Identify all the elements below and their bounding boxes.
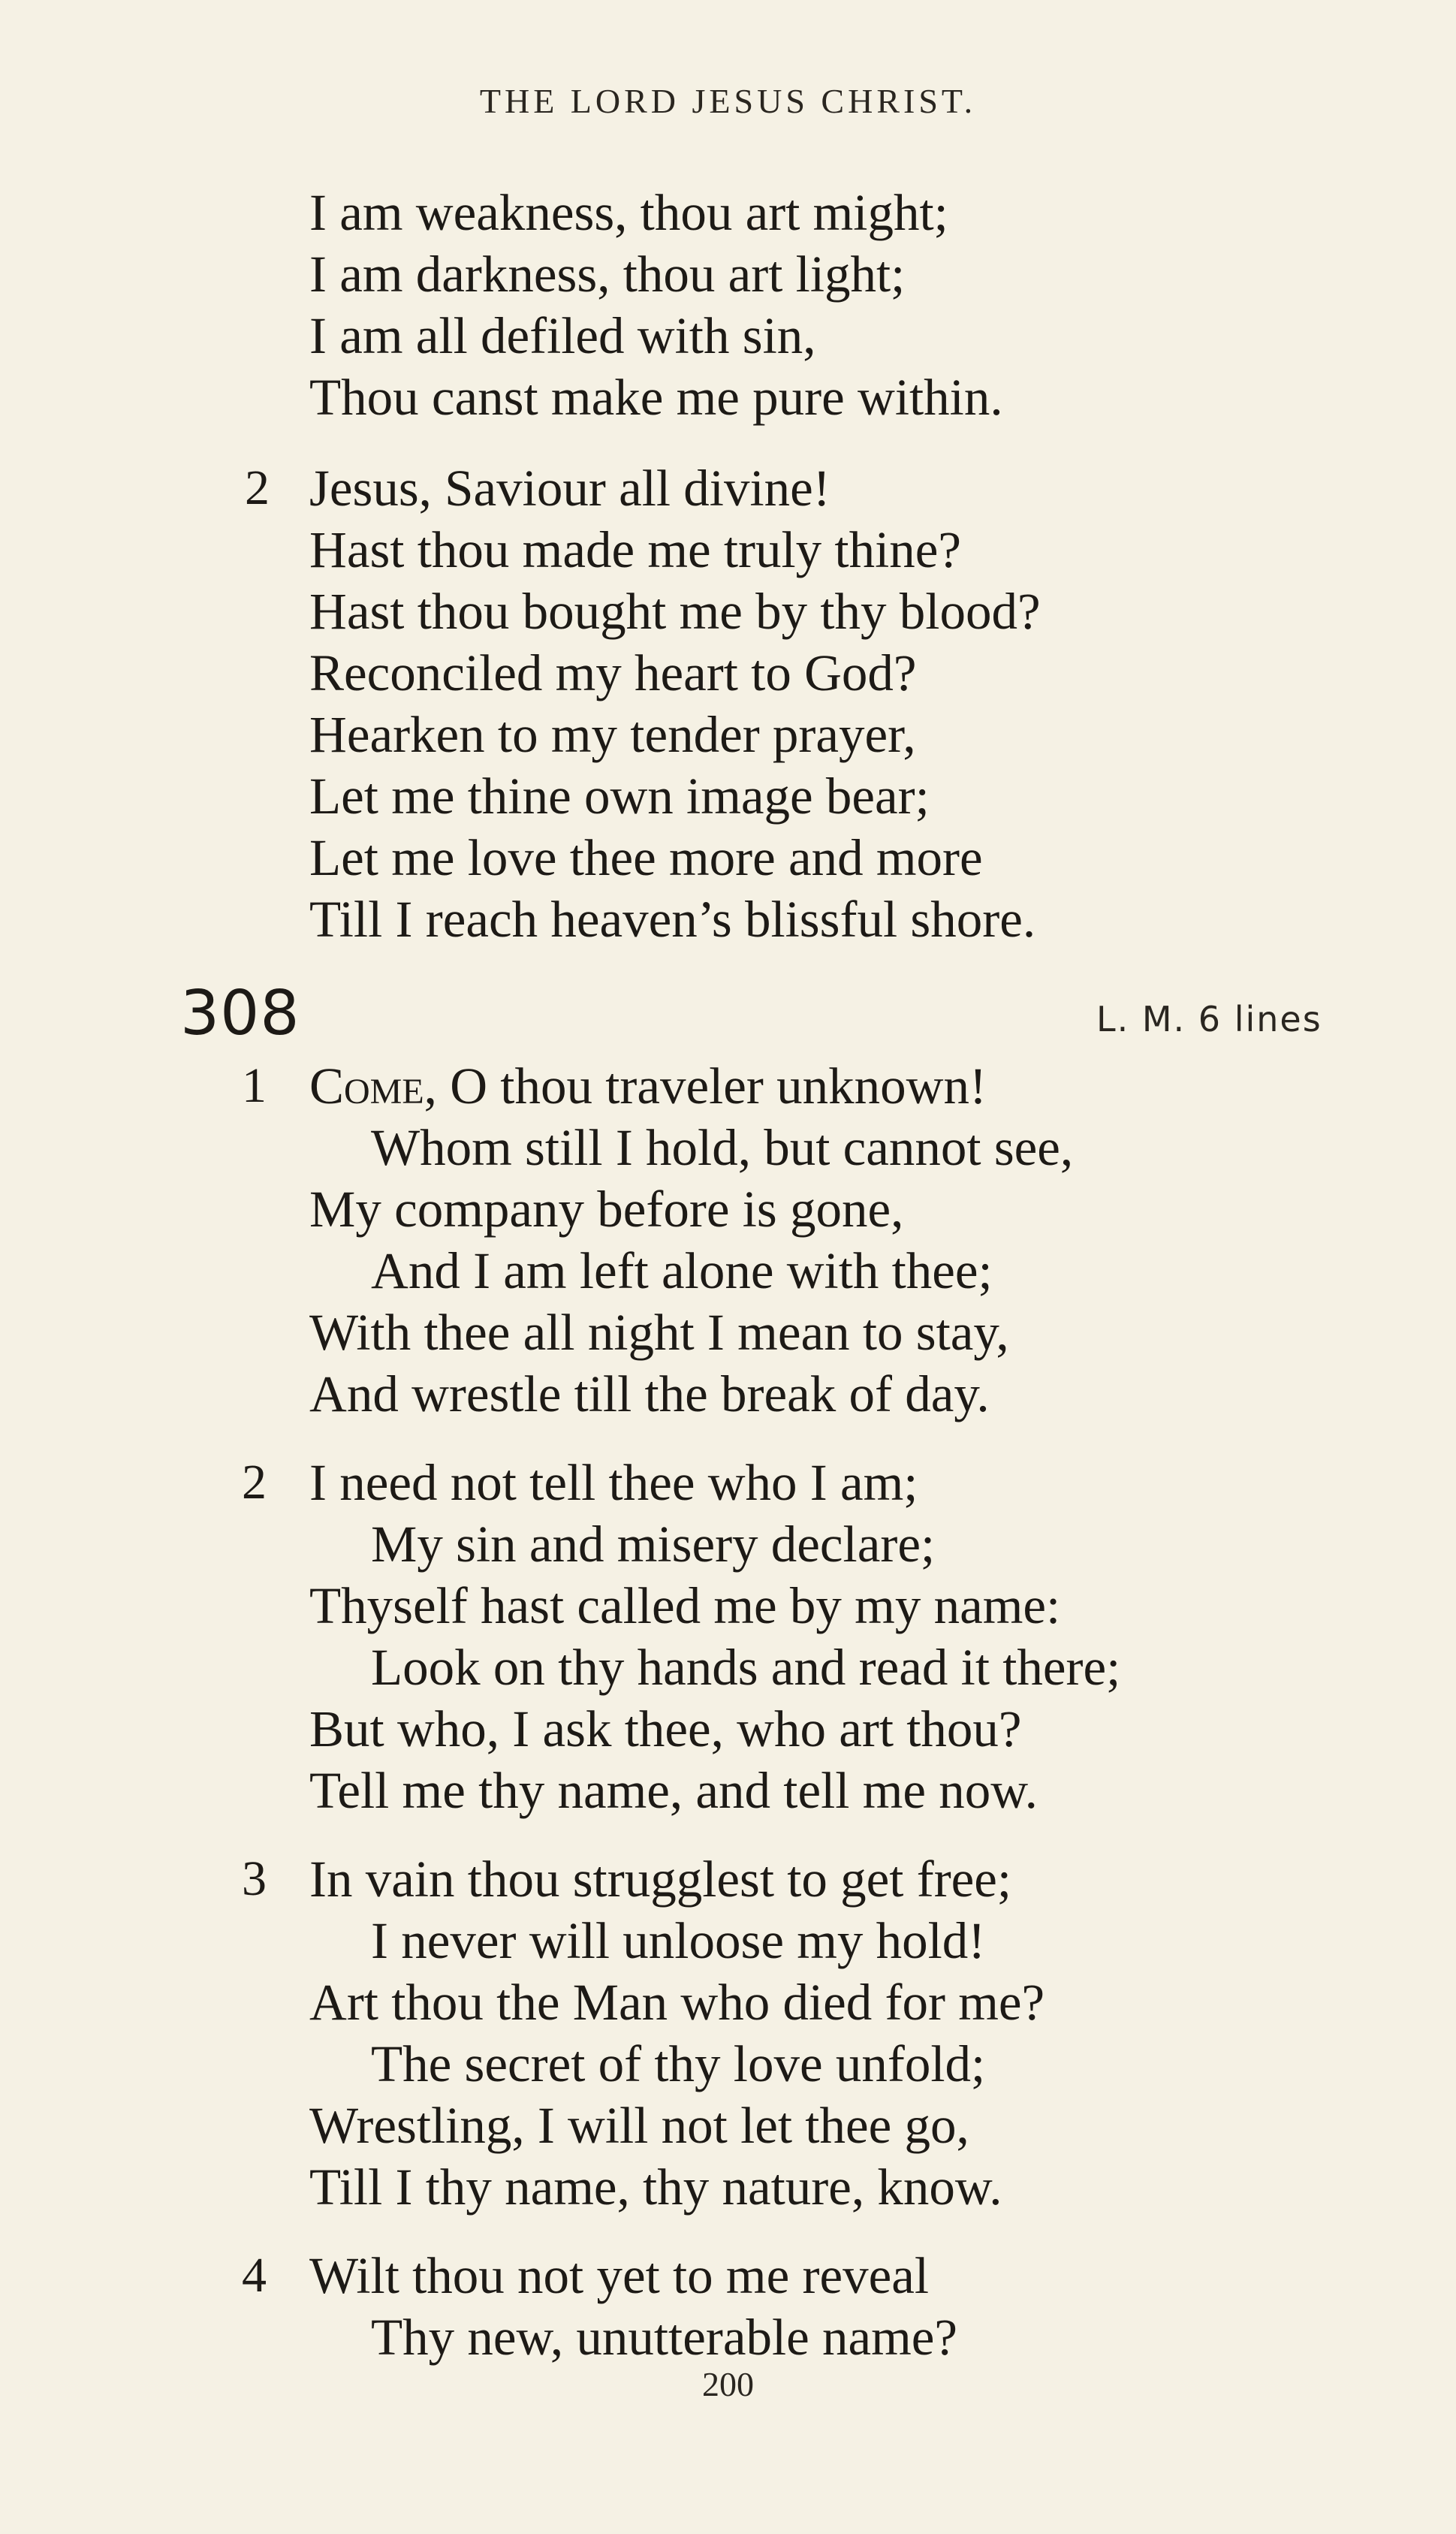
verse-line: Art thou the Man who died for me? [309, 1974, 1045, 2031]
verse-line: Hast thou bought me by thy blood? [309, 583, 1041, 640]
verse-line: Wilt thou not yet to me reveal [309, 2247, 930, 2304]
verse-line: Thy new, unutterable name? [371, 2309, 958, 2366]
hymn-number: 308 [180, 978, 300, 1049]
verse-line: Hast thou made me truly thine? [309, 521, 962, 578]
verse-line: But who, I ask thee, who art thou? [309, 1700, 1022, 1757]
verse-line: Wrestling, I will not let thee go, [309, 2097, 969, 2154]
stanza-number: 3 [242, 1851, 267, 1906]
first-line-rest: O thou traveler unknown! [436, 1057, 987, 1115]
verse-line: In vain thou strugglest to get free; [309, 1851, 1012, 1908]
verse-line: My company before is gone, [309, 1181, 904, 1238]
verse-line: Jesus, Saviour all divine! [309, 460, 830, 517]
verse-line: Let me love thee more and more [309, 829, 983, 886]
verse-line: With thee all night I mean to stay, [309, 1304, 1009, 1361]
verse-line: I am weakness, thou art might; [309, 184, 948, 241]
verse-line: I am darkness, thou art light; [309, 246, 906, 303]
stanza-number: 2 [245, 460, 270, 515]
verse-line-first [309, 1056, 987, 1116]
meter-label: L. M. 6 lines [1096, 999, 1322, 1039]
stanza-number: 2 [242, 1455, 267, 1510]
page-number: 200 [702, 2365, 754, 2403]
verse-line: Till I thy name, thy nature, know. [309, 2158, 1002, 2216]
first-word-small-caps: Come, [309, 1057, 437, 1115]
verse-line: Whom still I hold, but cannot see, [371, 1119, 1074, 1176]
verse-line: I need not tell thee who I am; [309, 1454, 918, 1511]
running-head: THE LORD JESUS CHRIST. [479, 82, 977, 120]
verse-line: My sin and misery declare; [371, 1516, 936, 1573]
verse-line: I am all defiled with sin, [309, 307, 816, 364]
stanza-number: 1 [242, 1058, 267, 1113]
verse-line: Look on thy hands and read it there; [371, 1639, 1121, 1696]
verse-line: And wrestle till the break of day. [309, 1365, 990, 1422]
verse-line: Till I reach heaven’s blissful shore. [309, 891, 1036, 948]
verse-line: I never will unloose my hold! [371, 1912, 986, 1969]
verse-line: Thyself hast called me by my name: [309, 1577, 1061, 1634]
verse-line: Thou canst make me pure within. [309, 369, 1003, 426]
verse-line: And I am left alone with thee; [371, 1242, 993, 1299]
verse-line: Tell me thy name, and tell me now. [309, 1762, 1038, 1819]
verse-line: Hearken to my tender prayer, [309, 706, 916, 763]
verse-line: The secret of thy love unfold; [371, 2035, 986, 2092]
stanza-number: 4 [242, 2248, 267, 2303]
verse-line: Reconciled my heart to God? [309, 644, 917, 701]
verse-line: Let me thine own image bear; [309, 768, 930, 825]
